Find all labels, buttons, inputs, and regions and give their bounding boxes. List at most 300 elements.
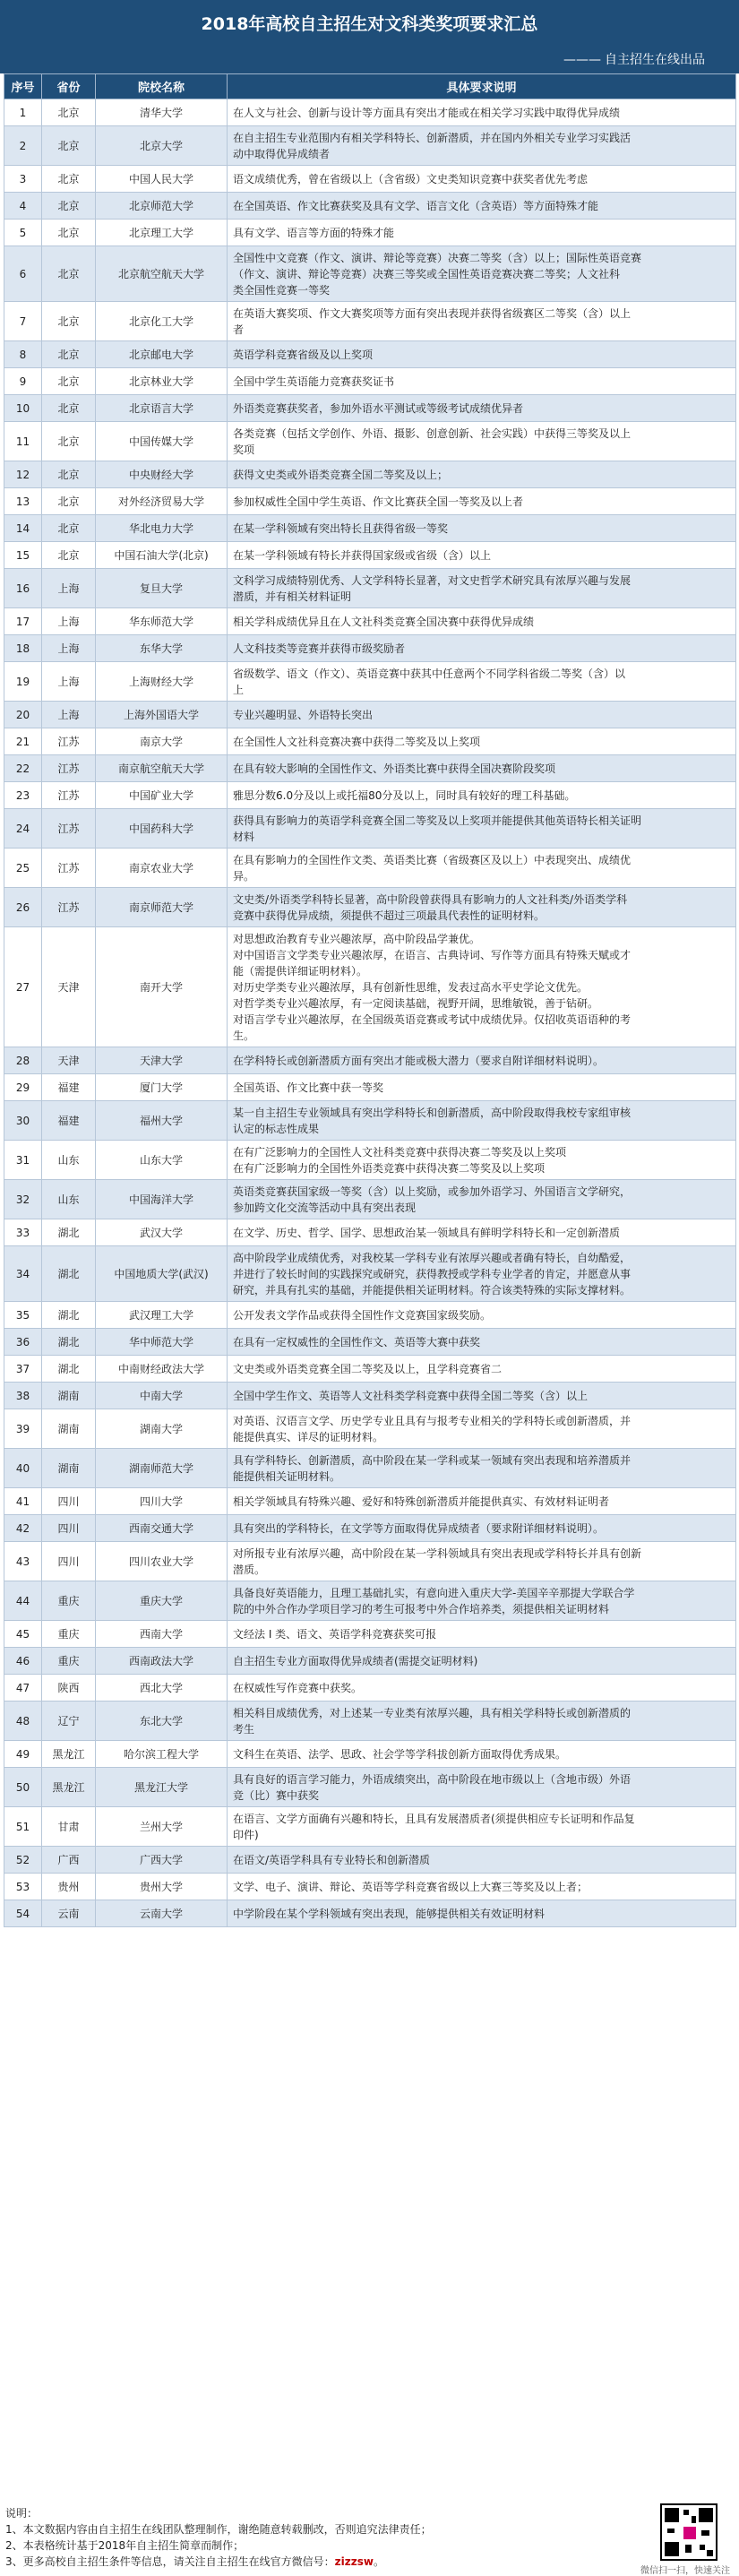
row-requirements bbox=[228, 1807, 736, 1847]
requirement-line: 文史类/外语类学科特长显著，高中阶段曾获得具有影响力的人文社科类/外语类学科 bbox=[233, 892, 628, 906]
row-number: 37 bbox=[4, 1356, 42, 1383]
requirement-line: 上 bbox=[233, 683, 245, 696]
row-number: 44 bbox=[4, 1581, 42, 1621]
row-number: 4 bbox=[4, 193, 42, 220]
row-requirements bbox=[228, 1847, 736, 1874]
table-row bbox=[4, 1180, 736, 1219]
row-number: 43 bbox=[4, 1542, 42, 1581]
row-school: 北京航空航天大学 bbox=[96, 246, 228, 302]
requirement-line: 在某一学科领域有特长并获得国家级或省级（含）以上 bbox=[233, 548, 492, 562]
row-school: 中国传媒大学 bbox=[96, 422, 228, 461]
table-row bbox=[4, 461, 736, 488]
requirement-line: 文史类或外语类竞赛全国二等奖及以上，且学科竞赛省二 bbox=[233, 1362, 503, 1375]
row-requirements bbox=[228, 1409, 736, 1449]
row-province: 北京 bbox=[42, 395, 96, 422]
row-school: 山东大学 bbox=[96, 1141, 228, 1180]
table-row bbox=[4, 488, 736, 515]
requirement-line: 全国性中文竞赛（作文、演讲、辩论等竞赛）决赛二等奖（含）以上；国际性英语竞赛 bbox=[233, 251, 642, 264]
row-school: 广西大学 bbox=[96, 1847, 228, 1874]
requirement-line: 在文学、历史、哲学、国学、思想政治某一领域具有鲜明学科特长和一定创新潜质 bbox=[233, 1226, 621, 1239]
row-province: 北京 bbox=[42, 368, 96, 395]
row-province: 重庆 bbox=[42, 1581, 96, 1621]
requirements-table bbox=[4, 73, 736, 1927]
row-number: 12 bbox=[4, 461, 42, 488]
requirement-line: 并进行了较长时间的实践探究或研究，获得教授或学科专业学者的肯定，并愿意从事 bbox=[233, 1267, 632, 1280]
requirement-line: 对英语、汉语言文学、历史学专业且具有与报考专业相关的学科特长或创新潜质，并 bbox=[233, 1414, 632, 1427]
table-body bbox=[4, 99, 736, 1927]
row-school: 华北电力大学 bbox=[96, 515, 228, 542]
row-number: 5 bbox=[4, 220, 42, 246]
row-school: 中国人民大学 bbox=[96, 166, 228, 193]
row-requirements bbox=[228, 1874, 736, 1900]
requirement-line: 对语言学专业兴趣浓厚，在全国级英语竞赛或考试中成绩优异。仅招收英语语种的考 bbox=[233, 1012, 632, 1026]
row-school: 北京邮电大学 bbox=[96, 341, 228, 368]
table-row bbox=[4, 193, 736, 220]
requirement-line: 具有良好的语言学习能力，外语成绩突出，高中阶段在地市级以上（含地市级）外语 bbox=[233, 1772, 632, 1786]
row-school: 复旦大学 bbox=[96, 569, 228, 608]
table-row bbox=[4, 220, 736, 246]
table-row bbox=[4, 1675, 736, 1702]
table-row bbox=[4, 1219, 736, 1246]
requirement-line: 研究，并具有扎实的基础，并能提供相关证明材料。符合该类特殊的实际支撑材料。 bbox=[233, 1283, 632, 1297]
requirement-line: 竞（比）赛中获奖 bbox=[233, 1788, 320, 1802]
row-number: 30 bbox=[4, 1101, 42, 1141]
note-1: 1、本文数据内容由自主招生在线团队整理制作，谢绝随意转载删改，否则追究法律责任； bbox=[5, 2523, 432, 2536]
row-province: 北京 bbox=[42, 422, 96, 461]
requirement-line: 文经法 I 类、语文、英语学科竞赛获奖可报 bbox=[233, 1627, 437, 1641]
row-province: 辽宁 bbox=[42, 1702, 96, 1741]
table-row bbox=[4, 782, 736, 809]
row-requirements bbox=[228, 515, 736, 542]
requirement-line: 者 bbox=[233, 323, 245, 336]
table-row bbox=[4, 395, 736, 422]
row-requirements bbox=[228, 1900, 736, 1927]
row-number: 6 bbox=[4, 246, 42, 302]
row-requirements bbox=[228, 608, 736, 635]
row-province: 北京 bbox=[42, 126, 96, 166]
table-row bbox=[4, 166, 736, 193]
requirement-line: 在全国英语、作文比赛获奖及具有文学、语言文化（含英语）等方面特殊才能 bbox=[233, 199, 599, 212]
row-number: 16 bbox=[4, 569, 42, 608]
requirement-line: 能提供相关证明材料。 bbox=[233, 1469, 341, 1483]
requirement-line: 对中国语言文学类专业兴趣浓厚，在语言、古典诗词、写作等方面具有特殊天赋或才 bbox=[233, 948, 632, 961]
row-number: 31 bbox=[4, 1141, 42, 1180]
requirement-line: 生。 bbox=[233, 1029, 255, 1042]
row-school: 西南交通大学 bbox=[96, 1515, 228, 1542]
row-school: 重庆大学 bbox=[96, 1581, 228, 1621]
row-school: 中国海洋大学 bbox=[96, 1180, 228, 1219]
table-row bbox=[4, 1648, 736, 1675]
row-school: 厦门大学 bbox=[96, 1074, 228, 1101]
table-row bbox=[4, 608, 736, 635]
requirement-line: 在权威性写作竞赛中获奖。 bbox=[233, 1681, 363, 1694]
table-row bbox=[4, 1807, 736, 1847]
table-row bbox=[4, 1329, 736, 1356]
table-row bbox=[4, 1409, 736, 1449]
table-row bbox=[4, 662, 736, 702]
table-row bbox=[4, 1900, 736, 1927]
row-requirements bbox=[228, 569, 736, 608]
row-number: 10 bbox=[4, 395, 42, 422]
table-row bbox=[4, 515, 736, 542]
row-number: 25 bbox=[4, 849, 42, 888]
row-requirements bbox=[228, 461, 736, 488]
requirement-line: 在语文/英语学科具有专业特长和创新潜质 bbox=[233, 1853, 431, 1866]
row-province: 上海 bbox=[42, 569, 96, 608]
row-requirements bbox=[228, 782, 736, 809]
table-row bbox=[4, 1302, 736, 1329]
row-number: 42 bbox=[4, 1515, 42, 1542]
row-requirements bbox=[228, 1768, 736, 1807]
col-header-no: 序号 bbox=[4, 74, 42, 99]
footer bbox=[0, 2498, 739, 2576]
requirement-line: 获得文史类或外语类竞赛全国二等奖及以上； bbox=[233, 468, 449, 481]
table-row bbox=[4, 1621, 736, 1648]
requirement-line: 在具有影响力的全国性作文类、英语类比赛（省级赛区及以上）中表现突出、成绩优 bbox=[233, 853, 632, 866]
requirement-line: 高中阶段学业成绩优秀，对我校某一学科专业有浓厚兴趣或者确有特长，自幼酷爱， bbox=[233, 1251, 632, 1264]
requirement-line: 竞赛中获得优异成绩，须提供不超过三项最具代表性的证明材料。 bbox=[233, 909, 546, 922]
requirement-line: 参加权威性全国中学生英语、作文比赛获全国一等奖及以上者 bbox=[233, 495, 524, 508]
row-province: 北京 bbox=[42, 488, 96, 515]
row-province: 甘肃 bbox=[42, 1807, 96, 1847]
requirement-line: 获得具有影响力的英语学科竞赛全国二等奖及以上奖项并能提供其他英语特长相关证明 bbox=[233, 814, 642, 827]
row-requirements bbox=[228, 755, 736, 782]
requirement-line: 在学科特长或创新潜质方面有突出才能或极大潜力（要求自附详细材料说明）。 bbox=[233, 1054, 605, 1067]
table-row bbox=[4, 1449, 736, 1488]
row-school: 黑龙江大学 bbox=[96, 1768, 228, 1807]
row-number: 7 bbox=[4, 302, 42, 341]
table-row bbox=[4, 755, 736, 782]
row-requirements bbox=[228, 1675, 736, 1702]
requirement-line: 专业兴趣明显、外语特长突出 bbox=[233, 708, 374, 721]
row-province: 福建 bbox=[42, 1074, 96, 1101]
row-school: 东华大学 bbox=[96, 635, 228, 662]
notes-label: 说明： bbox=[5, 2507, 39, 2520]
table-row bbox=[4, 99, 736, 126]
requirement-line: 院的中外合作办学项目学习的考生可报考中外合作培养类，须提供相关证明材料 bbox=[233, 1602, 610, 1615]
row-school: 北京大学 bbox=[96, 126, 228, 166]
row-school: 上海财经大学 bbox=[96, 662, 228, 702]
row-province: 北京 bbox=[42, 461, 96, 488]
requirement-line: 相关学科成绩优异且在人文社科类竞赛全国决赛中获得优异成绩 bbox=[233, 615, 535, 628]
table-row bbox=[4, 1488, 736, 1515]
qr-code-icon[interactable] bbox=[660, 2503, 718, 2561]
row-school: 中国地质大学(武汉) bbox=[96, 1246, 228, 1302]
row-province: 江苏 bbox=[42, 782, 96, 809]
row-school: 中国石油大学(北京) bbox=[96, 542, 228, 569]
row-province: 江苏 bbox=[42, 888, 96, 927]
requirement-line: 潜质。 bbox=[233, 1563, 266, 1576]
table-row bbox=[4, 1874, 736, 1900]
row-requirements bbox=[228, 341, 736, 368]
table-row bbox=[4, 1047, 736, 1074]
requirement-line: 文科生在英语、法学、思政、社会学等学科拔创新方面取得优秀成果。 bbox=[233, 1747, 567, 1761]
row-province: 上海 bbox=[42, 662, 96, 702]
row-requirements bbox=[228, 1383, 736, 1409]
row-school: 武汉大学 bbox=[96, 1219, 228, 1246]
row-school: 对外经济贸易大学 bbox=[96, 488, 228, 515]
row-school: 中南大学 bbox=[96, 1383, 228, 1409]
row-requirements bbox=[228, 1141, 736, 1180]
row-number: 49 bbox=[4, 1741, 42, 1768]
row-school: 中国矿业大学 bbox=[96, 782, 228, 809]
row-school: 北京理工大学 bbox=[96, 220, 228, 246]
row-school: 兰州大学 bbox=[96, 1807, 228, 1847]
row-province: 云南 bbox=[42, 1900, 96, 1927]
row-requirements bbox=[228, 220, 736, 246]
note-3 bbox=[5, 2554, 432, 2570]
row-number: 3 bbox=[4, 166, 42, 193]
row-province: 北京 bbox=[42, 166, 96, 193]
row-requirements bbox=[228, 246, 736, 302]
row-number: 34 bbox=[4, 1246, 42, 1302]
row-number: 18 bbox=[4, 635, 42, 662]
row-province: 天津 bbox=[42, 927, 96, 1047]
table-row bbox=[4, 1768, 736, 1807]
page-subtitle: ——— 自主招生在线出品 bbox=[563, 53, 705, 67]
requirement-line: 在英语大赛奖项、作文大赛奖项等方面有突出表现并获得省级赛区二等奖（含）以上 bbox=[233, 306, 632, 320]
row-school: 贵州大学 bbox=[96, 1874, 228, 1900]
requirement-line: 对思想政治教育专业兴趣浓厚，高中阶段品学兼优。 bbox=[233, 932, 481, 945]
row-requirements bbox=[228, 302, 736, 341]
row-school: 南京大学 bbox=[96, 728, 228, 755]
requirement-line: 在自主招生专业范围内有相关学科特长、创新潜质，并在国内外相关专业学习实践活 bbox=[233, 131, 632, 144]
requirement-line: 各类竞赛（包括文学创作、外语、摄影、创意创新、社会实践）中获得三等奖及以上 bbox=[233, 426, 632, 440]
row-school: 西南政法大学 bbox=[96, 1648, 228, 1675]
row-province: 陕西 bbox=[42, 1675, 96, 1702]
row-requirements bbox=[228, 1356, 736, 1383]
row-number: 23 bbox=[4, 782, 42, 809]
row-requirements bbox=[228, 542, 736, 569]
note-3-end: 。 bbox=[373, 2555, 384, 2568]
table-header-row bbox=[4, 74, 736, 99]
table-row bbox=[4, 927, 736, 1047]
row-province: 湖北 bbox=[42, 1219, 96, 1246]
row-school: 北京语言大学 bbox=[96, 395, 228, 422]
row-requirements bbox=[228, 728, 736, 755]
row-province: 江苏 bbox=[42, 755, 96, 782]
row-school: 上海外国语大学 bbox=[96, 702, 228, 728]
footer-notes bbox=[5, 2505, 432, 2570]
row-requirements bbox=[228, 1246, 736, 1302]
row-province: 上海 bbox=[42, 702, 96, 728]
col-header-province: 省份 bbox=[42, 74, 96, 99]
row-province: 天津 bbox=[42, 1047, 96, 1074]
row-requirements bbox=[228, 1702, 736, 1741]
row-number: 21 bbox=[4, 728, 42, 755]
row-school: 北京化工大学 bbox=[96, 302, 228, 341]
qr-caption: 微信扫一扫，快速关注 bbox=[640, 2566, 730, 2576]
requirement-line: 在语言、文学方面确有兴趣和特长，且具有发展潜质者(须提供相应专长证明和作品复 bbox=[233, 1812, 635, 1825]
requirement-line: 具有学科特长、创新潜质，高中阶段在某一学科或某一领域有突出表现和培养潜质并 bbox=[233, 1453, 632, 1467]
row-school: 华东师范大学 bbox=[96, 608, 228, 635]
requirement-line: 动中取得优异成绩者 bbox=[233, 147, 331, 160]
requirement-line: 在具有较大影响的全国性作文、外语类比赛中获得全国决赛阶段奖项 bbox=[233, 762, 556, 775]
row-requirements bbox=[228, 193, 736, 220]
table-row bbox=[4, 1741, 736, 1768]
requirement-line: 在人文与社会、创新与设计等方面具有突出才能或在相关学习实践中取得优异成绩 bbox=[233, 106, 621, 119]
row-province: 北京 bbox=[42, 220, 96, 246]
row-province: 黑龙江 bbox=[42, 1768, 96, 1807]
row-province: 湖南 bbox=[42, 1449, 96, 1488]
col-header-school: 院校名称 bbox=[96, 74, 228, 99]
row-requirements bbox=[228, 368, 736, 395]
row-school: 云南大学 bbox=[96, 1900, 228, 1927]
table-row bbox=[4, 542, 736, 569]
row-requirements bbox=[228, 702, 736, 728]
requirement-line: 中学阶段在某个学科领域有突出表现，能够提供相关有效证明材料 bbox=[233, 1907, 546, 1920]
requirement-line: 具备良好英语能力，且理工基础扎实，有意向进入重庆大学-美国辛辛那提大学联合学 bbox=[233, 1586, 635, 1599]
requirement-line: 语文成绩优秀，曾在省级以上（含省级）文史类知识竞赛中获奖者优先考虑 bbox=[233, 172, 589, 185]
row-school: 东北大学 bbox=[96, 1702, 228, 1741]
row-requirements bbox=[228, 927, 736, 1047]
table-row bbox=[4, 728, 736, 755]
requirement-line: 相关科目成绩优秀，对上述某一专业类有浓厚兴趣，具有相关学科特长或创新潜质的 bbox=[233, 1706, 632, 1719]
row-number: 29 bbox=[4, 1074, 42, 1101]
header-banner bbox=[0, 0, 739, 73]
row-requirements bbox=[228, 488, 736, 515]
requirement-line: 参加跨文化交流等活动中具有突出表现 bbox=[233, 1201, 417, 1214]
requirement-line: 在具有一定权威性的全国性作文、英语等大赛中获奖 bbox=[233, 1335, 481, 1348]
requirement-line: 在有广泛影响力的全国性外语类竞赛中获得决赛二等奖及以上奖项 bbox=[233, 1161, 546, 1175]
row-requirements bbox=[228, 888, 736, 927]
row-requirements bbox=[228, 662, 736, 702]
row-school: 清华大学 bbox=[96, 99, 228, 126]
row-number: 15 bbox=[4, 542, 42, 569]
table-row bbox=[4, 341, 736, 368]
row-province: 江苏 bbox=[42, 809, 96, 849]
row-requirements bbox=[228, 422, 736, 461]
requirement-line: 人文科技类等竞赛并获得市级奖励者 bbox=[233, 642, 406, 655]
table-row bbox=[4, 1246, 736, 1302]
row-province: 四川 bbox=[42, 1542, 96, 1581]
row-province: 北京 bbox=[42, 302, 96, 341]
requirement-line: 在有广泛影响力的全国性人文社科类竞赛中获得决赛二等奖及以上奖项 bbox=[233, 1145, 567, 1159]
row-province: 重庆 bbox=[42, 1621, 96, 1648]
requirement-line: 文科学习成绩特别优秀、人文学科特长显著，对文史哲学术研究具有浓厚兴趣与发展 bbox=[233, 573, 632, 587]
table-row bbox=[4, 809, 736, 849]
row-requirements bbox=[228, 166, 736, 193]
row-province: 福建 bbox=[42, 1101, 96, 1141]
table-row bbox=[4, 1383, 736, 1409]
row-number: 19 bbox=[4, 662, 42, 702]
row-number: 47 bbox=[4, 1675, 42, 1702]
requirement-line: 异。 bbox=[233, 869, 255, 883]
row-number: 9 bbox=[4, 368, 42, 395]
requirement-line: 雅思分数6.0分及以上或托福80分及以上，同时具有较好的理工科基础。 bbox=[233, 788, 576, 802]
requirement-line: 省级数学、语文（作文）、英语竞赛中获其中任意两个不同学科省级二等奖（含）以 bbox=[233, 667, 626, 680]
table-row bbox=[4, 1542, 736, 1581]
row-number: 54 bbox=[4, 1900, 42, 1927]
row-number: 2 bbox=[4, 126, 42, 166]
requirement-line: 考生 bbox=[233, 1722, 255, 1736]
note-2: 2、本表格统计基于2018年自主招生简章而制作； bbox=[5, 2539, 245, 2552]
row-requirements bbox=[228, 1047, 736, 1074]
row-province: 湖南 bbox=[42, 1383, 96, 1409]
requirement-line: 在全国性人文社科竞赛决赛中获得二等奖及以上奖项 bbox=[233, 735, 481, 748]
requirement-line: 自主招生专业方面取得优异成绩者(需提交证明材料) bbox=[233, 1654, 478, 1667]
requirement-line: 类全国性竞赛一等奖 bbox=[233, 283, 331, 297]
row-school: 湖南师范大学 bbox=[96, 1449, 228, 1488]
row-number: 17 bbox=[4, 608, 42, 635]
row-province: 北京 bbox=[42, 341, 96, 368]
row-province: 江苏 bbox=[42, 728, 96, 755]
row-number: 35 bbox=[4, 1302, 42, 1329]
row-requirements bbox=[228, 849, 736, 888]
row-province: 黑龙江 bbox=[42, 1741, 96, 1768]
row-province: 四川 bbox=[42, 1515, 96, 1542]
requirement-line: 英语学科竞赛省级及以上奖项 bbox=[233, 348, 374, 361]
requirement-line: 公开发表文学作品或获得全国性作文竞赛国家级奖励。 bbox=[233, 1308, 492, 1322]
row-school: 西南大学 bbox=[96, 1621, 228, 1648]
row-province: 北京 bbox=[42, 99, 96, 126]
table-row bbox=[4, 302, 736, 341]
row-number: 51 bbox=[4, 1807, 42, 1847]
row-number: 32 bbox=[4, 1180, 42, 1219]
row-province: 北京 bbox=[42, 246, 96, 302]
row-province: 重庆 bbox=[42, 1648, 96, 1675]
row-school: 南开大学 bbox=[96, 927, 228, 1047]
row-province: 北京 bbox=[42, 193, 96, 220]
row-number: 26 bbox=[4, 888, 42, 927]
row-province: 广西 bbox=[42, 1847, 96, 1874]
row-requirements bbox=[228, 1621, 736, 1648]
row-number: 1 bbox=[4, 99, 42, 126]
row-number: 11 bbox=[4, 422, 42, 461]
table-row bbox=[4, 126, 736, 166]
requirement-line: 全国中学生作文、英语等人文社科类学科竞赛中获得全国二等奖（含）以上 bbox=[233, 1389, 589, 1402]
requirement-line: 全国中学生英语能力竞赛获奖证书 bbox=[233, 375, 395, 388]
row-province: 湖北 bbox=[42, 1356, 96, 1383]
row-requirements bbox=[228, 1581, 736, 1621]
row-school: 西北大学 bbox=[96, 1675, 228, 1702]
row-school: 四川农业大学 bbox=[96, 1542, 228, 1581]
requirement-line: 认定的标志性成果 bbox=[233, 1122, 320, 1135]
row-number: 53 bbox=[4, 1874, 42, 1900]
row-province: 湖北 bbox=[42, 1329, 96, 1356]
requirement-line: 文学、电子、演讲、辩论、英语等学科竞赛省级以上大赛三等奖及以上者； bbox=[233, 1880, 589, 1893]
requirement-line: 能（需提供详细证明材料）。 bbox=[233, 964, 368, 978]
table-row bbox=[4, 1702, 736, 1741]
requirement-line: 相关学领域具有特殊兴趣、爱好和特殊创新潜质并能提供真实、有效材料证明者 bbox=[233, 1495, 610, 1508]
row-school: 湖南大学 bbox=[96, 1409, 228, 1449]
requirement-line: 印件) bbox=[233, 1828, 259, 1841]
row-school: 哈尔滨工程大学 bbox=[96, 1741, 228, 1768]
row-province: 贵州 bbox=[42, 1874, 96, 1900]
wechat-id: zizzsw bbox=[334, 2555, 374, 2568]
row-number: 38 bbox=[4, 1383, 42, 1409]
row-school: 四川大学 bbox=[96, 1488, 228, 1515]
row-province: 湖南 bbox=[42, 1409, 96, 1449]
row-requirements bbox=[228, 126, 736, 166]
requirement-line: （作文、演讲、辩论等竞赛）决赛三等奖或全国性英语竞赛决赛二等奖；人文社科 bbox=[233, 267, 621, 280]
row-number: 27 bbox=[4, 927, 42, 1047]
requirement-line: 英语类竞赛获国家级一等奖（含）以上奖励，或参加外语学习、外国语言文学研究， bbox=[233, 1185, 632, 1198]
row-number: 28 bbox=[4, 1047, 42, 1074]
row-number: 36 bbox=[4, 1329, 42, 1356]
requirement-line: 材料 bbox=[233, 830, 255, 843]
requirement-line: 全国英语、作文比赛中获一等奖 bbox=[233, 1081, 384, 1094]
requirement-line: 对所报专业有浓厚兴趣，高中阶段在某一学科领域具有突出表现或学科特长并具有创新 bbox=[233, 1546, 642, 1560]
table-row bbox=[4, 368, 736, 395]
row-requirements bbox=[228, 1488, 736, 1515]
row-number: 39 bbox=[4, 1409, 42, 1449]
table-row bbox=[4, 1581, 736, 1621]
row-province: 北京 bbox=[42, 542, 96, 569]
row-number: 46 bbox=[4, 1648, 42, 1675]
requirement-line: 在某一学科领域有突出特长且获得省级一等奖 bbox=[233, 521, 449, 535]
table-row bbox=[4, 1101, 736, 1141]
